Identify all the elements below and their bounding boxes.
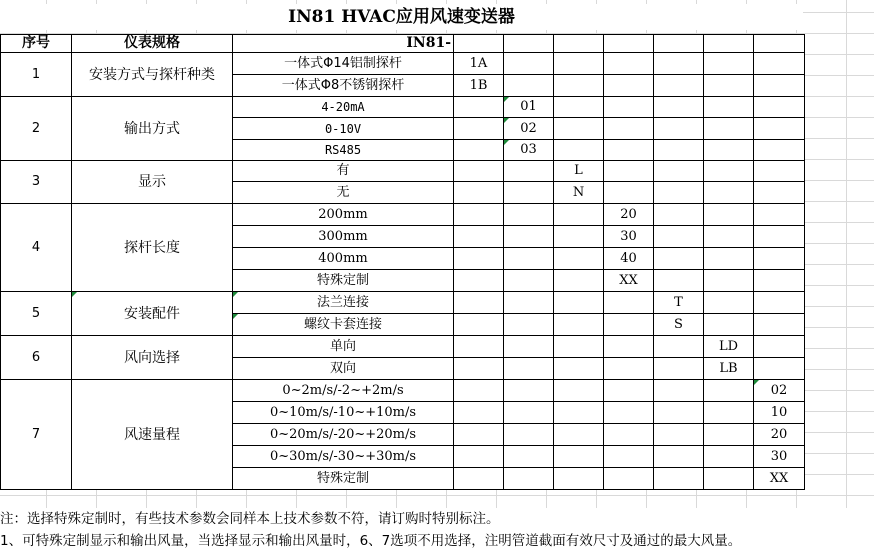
section-name: 输出方式 xyxy=(72,97,233,161)
option-label: 0~30m/s/-30~+30m/s xyxy=(233,446,454,468)
code-cell-empty xyxy=(454,292,504,314)
header-blank xyxy=(504,35,554,53)
section-index: 4 xyxy=(1,204,72,292)
code-cell-empty xyxy=(654,402,704,424)
code-cell-empty xyxy=(654,97,704,118)
option-code: N xyxy=(554,182,604,204)
option-code: 20 xyxy=(604,204,654,226)
code-cell-empty xyxy=(454,358,504,380)
option-code: 10 xyxy=(754,402,805,424)
code-cell-empty xyxy=(504,270,554,292)
note-line-2: 1、可特殊定制显示和输出风量，当选择显示和输出风量时，6、7选项不用选择，注明管道截面有效尺寸及通过的最大风量。 xyxy=(0,533,742,549)
header-spec: 仪表规格 xyxy=(72,35,233,53)
code-cell-empty xyxy=(454,97,504,118)
option-label: 单向 xyxy=(233,336,454,358)
section-name: 安装配件 xyxy=(72,292,233,336)
code-cell-empty xyxy=(454,140,504,161)
code-cell-empty xyxy=(604,468,654,490)
option-code: L xyxy=(554,161,604,182)
code-cell-empty xyxy=(704,402,754,424)
code-cell-empty xyxy=(654,182,704,204)
option-code: 03 xyxy=(504,140,554,161)
code-cell-empty xyxy=(754,270,805,292)
option-label: 一体式Φ8不锈钢探杆 xyxy=(233,75,454,97)
code-cell-empty xyxy=(654,204,704,226)
code-cell-empty xyxy=(654,75,704,97)
code-cell-empty xyxy=(554,380,604,402)
code-cell-empty xyxy=(754,204,805,226)
option-code: 30 xyxy=(604,226,654,248)
option-code: 01 xyxy=(504,97,554,118)
header-blank xyxy=(454,35,504,53)
code-cell-empty xyxy=(504,468,554,490)
code-cell-empty xyxy=(704,75,754,97)
code-cell-empty xyxy=(654,446,704,468)
code-cell-empty xyxy=(554,140,604,161)
table-row xyxy=(1,336,805,358)
code-cell-empty xyxy=(654,118,704,140)
section-index: 3 xyxy=(1,161,72,204)
header-blank xyxy=(604,35,654,53)
code-cell-empty xyxy=(754,97,805,118)
code-cell-empty xyxy=(454,204,504,226)
code-cell-empty xyxy=(754,292,805,314)
code-cell-empty xyxy=(554,118,604,140)
option-code: LB xyxy=(704,358,754,380)
section-index: 5 xyxy=(1,292,72,336)
code-cell-empty xyxy=(454,248,504,270)
code-cell-empty xyxy=(704,161,754,182)
code-cell-empty xyxy=(454,336,504,358)
code-cell-empty xyxy=(554,292,604,314)
option-label: 300mm xyxy=(233,226,454,248)
code-cell-empty xyxy=(504,446,554,468)
code-cell-empty xyxy=(754,118,805,140)
code-cell-empty xyxy=(504,380,554,402)
code-cell-empty xyxy=(754,161,805,182)
code-cell-empty xyxy=(604,402,654,424)
code-cell-empty xyxy=(654,336,704,358)
spec-table xyxy=(0,34,805,490)
code-cell-empty xyxy=(554,204,604,226)
table-row xyxy=(1,97,805,118)
code-cell-empty xyxy=(704,97,754,118)
code-cell-empty xyxy=(754,226,805,248)
section-name: 显示 xyxy=(72,161,233,204)
code-cell-empty xyxy=(554,248,604,270)
code-cell-empty xyxy=(704,446,754,468)
code-cell-empty xyxy=(454,446,504,468)
code-cell-empty xyxy=(604,118,654,140)
code-cell-empty xyxy=(754,314,805,336)
code-cell-empty xyxy=(704,468,754,490)
section-index: 1 xyxy=(1,53,72,97)
code-cell-empty xyxy=(504,402,554,424)
code-cell-empty xyxy=(504,182,554,204)
code-cell-empty xyxy=(754,358,805,380)
header-model-prefix: IN81- xyxy=(233,35,454,53)
section-index: 2 xyxy=(1,97,72,161)
code-cell-empty xyxy=(754,336,805,358)
header-blank xyxy=(704,35,754,53)
code-cell-empty xyxy=(604,424,654,446)
option-code: 20 xyxy=(754,424,805,446)
code-cell-empty xyxy=(554,53,604,75)
code-cell-empty xyxy=(554,446,604,468)
code-cell-empty xyxy=(604,53,654,75)
option-label: 特殊定制 xyxy=(233,270,454,292)
option-code: 40 xyxy=(604,248,654,270)
option-label: 有 xyxy=(233,161,454,182)
code-cell-empty xyxy=(454,118,504,140)
option-code: LD xyxy=(704,336,754,358)
code-cell-empty xyxy=(554,402,604,424)
option-label: 0~20m/s/-20~+20m/s xyxy=(233,424,454,446)
code-cell-empty xyxy=(504,424,554,446)
option-label: 200mm xyxy=(233,204,454,226)
section-name: 安装方式与探杆种类 xyxy=(72,53,233,97)
code-cell-empty xyxy=(704,226,754,248)
code-cell-empty xyxy=(504,161,554,182)
code-cell-empty xyxy=(704,380,754,402)
code-cell-empty xyxy=(554,97,604,118)
code-cell-empty xyxy=(704,182,754,204)
code-cell-empty xyxy=(654,380,704,402)
code-cell-empty xyxy=(754,140,805,161)
option-code: 1A xyxy=(454,53,504,75)
code-cell-empty xyxy=(504,75,554,97)
code-cell-empty xyxy=(654,424,704,446)
code-cell-empty xyxy=(554,270,604,292)
code-cell-empty xyxy=(504,358,554,380)
code-cell-empty xyxy=(454,182,504,204)
code-cell-empty xyxy=(454,270,504,292)
code-cell-empty xyxy=(654,358,704,380)
header-index: 序号 xyxy=(1,35,72,53)
header-blank xyxy=(654,35,704,53)
code-cell-empty xyxy=(604,358,654,380)
code-cell-empty xyxy=(454,380,504,402)
page-title: IN81 HVAC应用风速变送器 xyxy=(0,4,803,30)
code-cell-empty xyxy=(704,270,754,292)
option-label: 0-10V xyxy=(233,118,454,140)
option-label: 0~2m/s/-2~+2m/s xyxy=(233,380,454,402)
code-cell-empty xyxy=(704,53,754,75)
code-cell-empty xyxy=(604,314,654,336)
code-cell-empty xyxy=(654,248,704,270)
table-row xyxy=(1,204,805,226)
code-cell-empty xyxy=(604,446,654,468)
code-cell-empty xyxy=(504,226,554,248)
code-cell-empty xyxy=(704,292,754,314)
table-row xyxy=(1,292,805,314)
code-cell-empty xyxy=(554,226,604,248)
option-code: 30 xyxy=(754,446,805,468)
option-label: 法兰连接 xyxy=(233,292,454,314)
code-cell-empty xyxy=(504,53,554,75)
table-header-row xyxy=(1,35,805,53)
section-name: 探杆长度 xyxy=(72,204,233,292)
code-cell-empty xyxy=(754,248,805,270)
code-cell-empty xyxy=(454,424,504,446)
option-label: 特殊定制 xyxy=(233,468,454,490)
code-cell-empty xyxy=(654,140,704,161)
code-cell-empty xyxy=(504,336,554,358)
code-cell-empty xyxy=(604,182,654,204)
code-cell-empty xyxy=(604,336,654,358)
code-cell-empty xyxy=(504,248,554,270)
code-cell-empty xyxy=(454,402,504,424)
option-code: T xyxy=(654,292,704,314)
option-label: 400mm xyxy=(233,248,454,270)
note-line-1: 注：选择特殊定制时，有些技术参数会同样本上技术参数不符，请订购时特别标注。 xyxy=(0,511,500,527)
option-code: 02 xyxy=(504,118,554,140)
code-cell-empty xyxy=(604,292,654,314)
section-index: 6 xyxy=(1,336,72,380)
code-cell-empty xyxy=(704,424,754,446)
code-cell-empty xyxy=(454,314,504,336)
notes xyxy=(0,508,874,552)
option-label: 双向 xyxy=(233,358,454,380)
code-cell-empty xyxy=(454,226,504,248)
header-blank xyxy=(554,35,604,53)
section-name: 风向选择 xyxy=(72,336,233,380)
code-cell-empty xyxy=(554,75,604,97)
option-code: S xyxy=(654,314,704,336)
code-cell-empty xyxy=(504,314,554,336)
header-blank xyxy=(754,35,805,53)
code-cell-empty xyxy=(504,292,554,314)
table-row xyxy=(1,161,805,182)
option-code: 02 xyxy=(754,380,805,402)
code-cell-empty xyxy=(554,468,604,490)
code-cell-empty xyxy=(654,226,704,248)
code-cell-empty xyxy=(604,161,654,182)
option-label: 一体式Φ14铝制探杆 xyxy=(233,53,454,75)
code-cell-empty xyxy=(754,53,805,75)
option-code: 1B xyxy=(454,75,504,97)
section-name: 风速量程 xyxy=(72,380,233,490)
code-cell-empty xyxy=(604,140,654,161)
code-cell-empty xyxy=(554,424,604,446)
option-label: 无 xyxy=(233,182,454,204)
code-cell-empty xyxy=(754,182,805,204)
option-label: 螺纹卡套连接 xyxy=(233,314,454,336)
code-cell-empty xyxy=(704,314,754,336)
section-index: 7 xyxy=(1,380,72,490)
code-cell-empty xyxy=(604,97,654,118)
option-code: XX xyxy=(754,468,805,490)
code-cell-empty xyxy=(454,468,504,490)
code-cell-empty xyxy=(604,380,654,402)
option-code: XX xyxy=(604,270,654,292)
code-cell-empty xyxy=(754,75,805,97)
code-cell-empty xyxy=(654,53,704,75)
code-cell-empty xyxy=(654,161,704,182)
option-label: 0~10m/s/-10~+10m/s xyxy=(233,402,454,424)
code-cell-empty xyxy=(604,75,654,97)
code-cell-empty xyxy=(554,314,604,336)
code-cell-empty xyxy=(654,270,704,292)
option-label: 4-20mA xyxy=(233,97,454,118)
code-cell-empty xyxy=(554,358,604,380)
code-cell-empty xyxy=(704,248,754,270)
code-cell-empty xyxy=(704,140,754,161)
option-label: RS485 xyxy=(233,140,454,161)
code-cell-empty xyxy=(454,161,504,182)
code-cell-empty xyxy=(554,336,604,358)
table-row xyxy=(1,380,805,402)
code-cell-empty xyxy=(654,468,704,490)
code-cell-empty xyxy=(504,204,554,226)
table-row xyxy=(1,53,805,75)
code-cell-empty xyxy=(704,118,754,140)
code-cell-empty xyxy=(704,204,754,226)
